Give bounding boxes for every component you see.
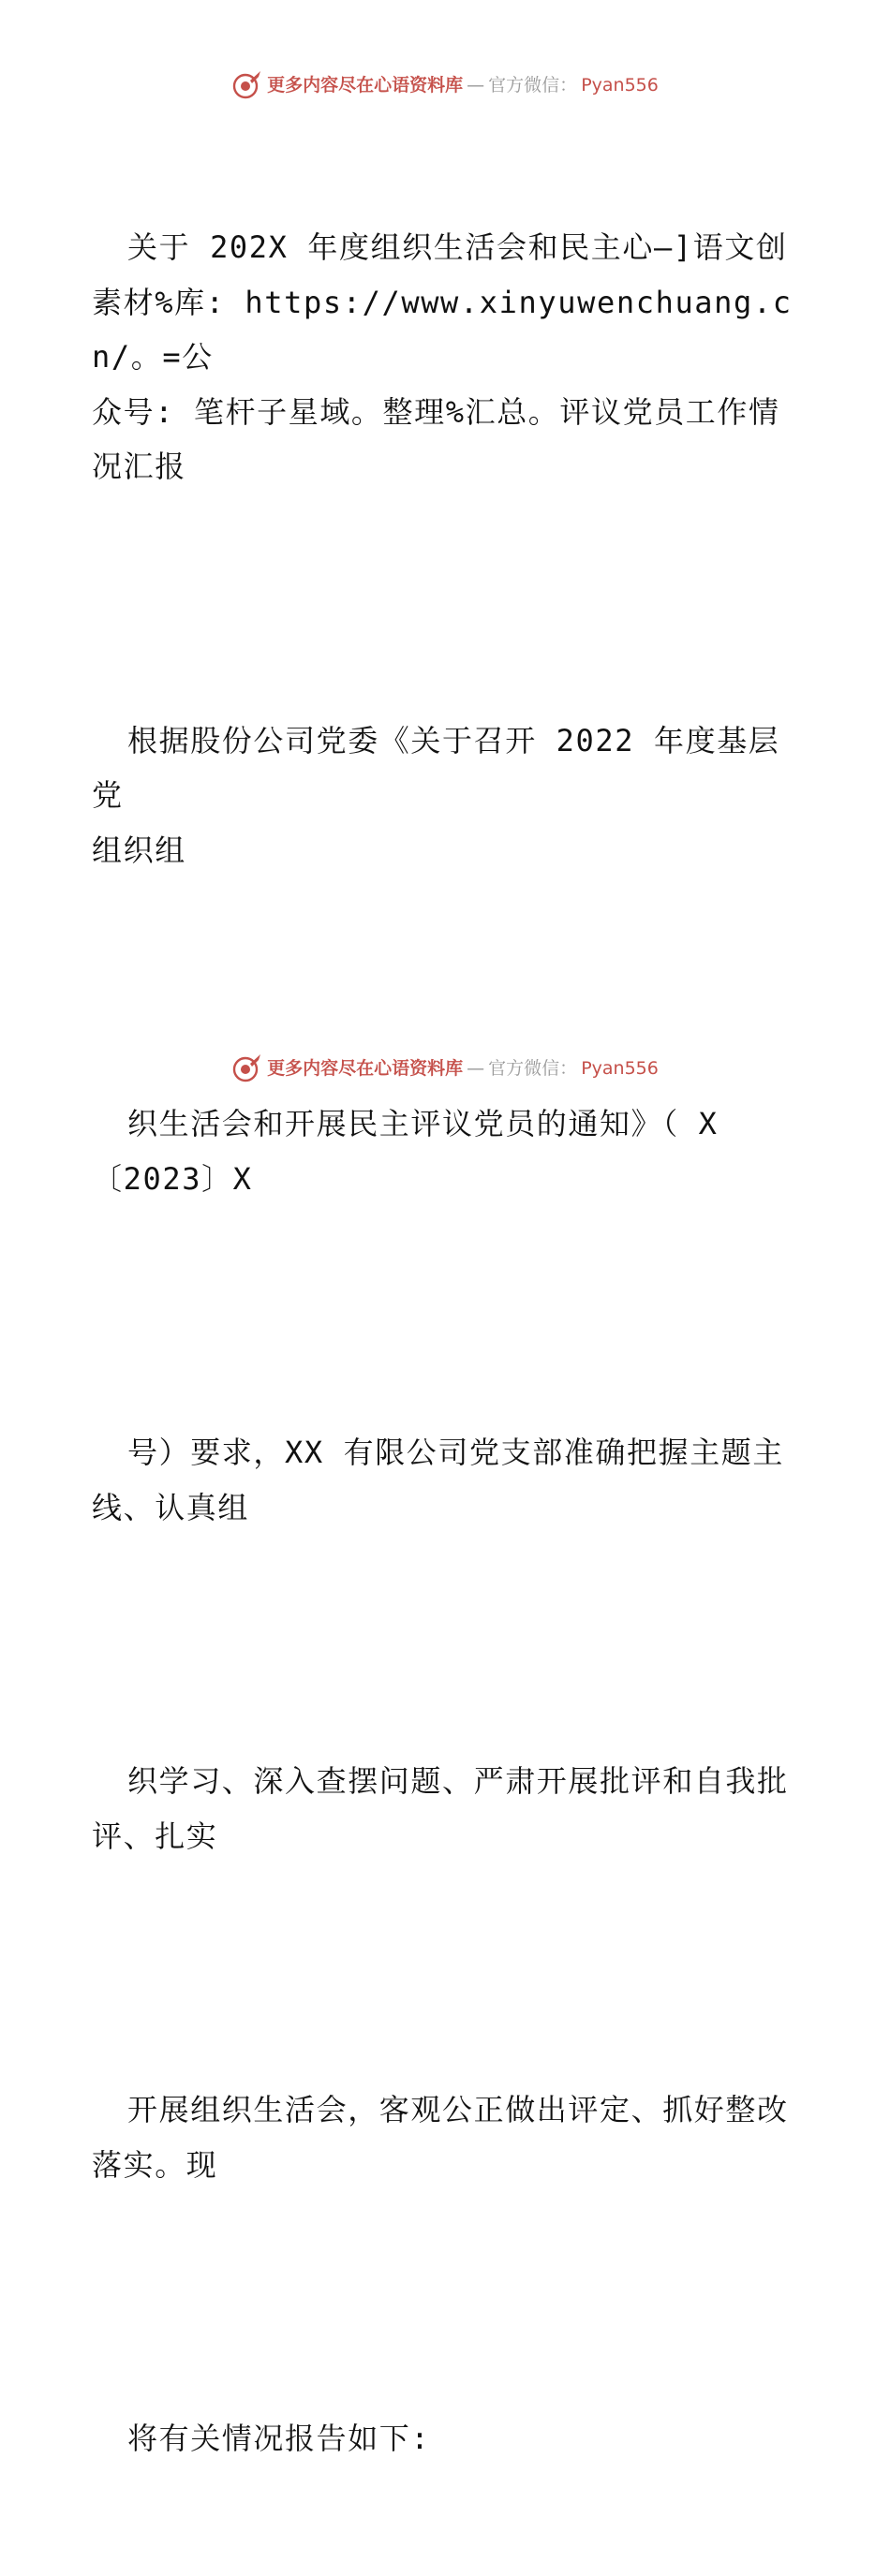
footer-watermark <box>0 1052 890 1084</box>
text-line: 况汇报 <box>92 449 186 484</box>
text-line: 开展组织生活会，客观公正做出评定、抓好整改 <box>127 2092 789 2127</box>
text-line: 评、扎实 <box>92 1818 218 1854</box>
watermark-separator: — <box>467 75 485 96</box>
document-body <box>92 110 804 2576</box>
paragraph <box>92 2302 804 2576</box>
paragraph <box>92 987 804 1316</box>
text-line: 众号: 笔杆子星域。整理%汇总。评议党员工作情 <box>92 393 780 430</box>
text-line: 号）要求，XX 有限公司党支部准确把握主题主 <box>127 1435 784 1470</box>
text-line: 素材%库: https://www.xinyuwenchuang.cn/。=公 <box>92 284 793 375</box>
watermark-wechat-id: Pyan556 <box>581 1058 659 1079</box>
text-line: 线、认真组 <box>92 1489 250 1525</box>
watermark-site-name: 更多内容尽在心语资料库 <box>267 1058 464 1079</box>
paragraph <box>92 1973 804 2302</box>
text-line: 将有关情况报告如下: <box>127 2421 431 2456</box>
text-line: 织生活会和开展民主评议党员的通知》（ X <box>127 1106 719 1141</box>
text-line: 〔2023〕X <box>92 1160 253 1197</box>
watermark-separator: — <box>467 1058 485 1079</box>
paragraph-title <box>92 110 804 604</box>
text-line: 织学习、深入查摆问题、严肃开展批评和自我批 <box>127 1763 789 1799</box>
watermark-wechat-id: Pyan556 <box>581 75 659 96</box>
text-line: 落实。现 <box>92 2146 218 2183</box>
quill-seal-logo-icon <box>231 1052 263 1084</box>
text-line: 关于 202X 年度组织生活会和民主心—]语文创 <box>127 229 788 265</box>
paragraph <box>92 1644 804 1973</box>
paragraph <box>92 1316 804 1644</box>
text-line: 根据股份公司党委《关于召开 2022 年度基层党 <box>92 722 780 813</box>
watermark-site-name: 更多内容尽在心语资料库 <box>267 75 464 96</box>
text-line: 组织组 <box>92 832 186 868</box>
quill-seal-logo-icon <box>231 69 263 101</box>
watermark-wechat-label: 官方微信： <box>488 1058 578 1079</box>
watermark-wechat-label: 官方微信： <box>488 75 578 96</box>
header-watermark <box>0 69 890 101</box>
paragraph <box>92 604 804 988</box>
